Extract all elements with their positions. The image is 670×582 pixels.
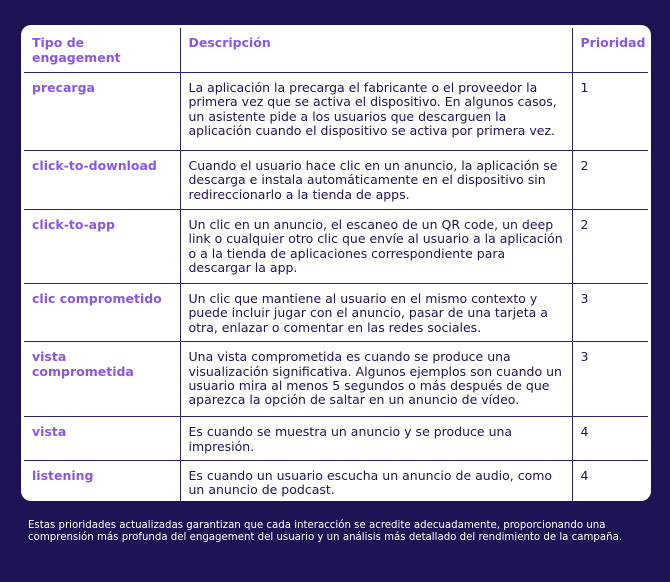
engagement-description: Es cuando se muestra un anuncio y se produce una impresión.	[180, 417, 572, 461]
engagement-description: Un clic en un anuncio, el escaneo de un QR code, un deep link o cualquier otro clic que envíe al usuario a la aplicación o a la tienda de aplicaciones correspondiente para descargar la app.	[180, 210, 572, 284]
engagement-description: La aplicación la precarga el fabricante o el proveedor la primera vez que se activa el dispositivo. En algunos casos, un asistente pide a los usuarios que descarguen la aplicación cuando el dispositivo se activa por primera vez.	[180, 73, 572, 151]
table-row	[24, 210, 648, 284]
engagement-type: listening	[24, 461, 180, 504]
engagement-type: click-to-app	[24, 210, 180, 284]
engagement-priority: 2	[572, 151, 648, 210]
table-header-row	[24, 28, 648, 73]
engagement-priority: 1	[572, 73, 648, 151]
engagement-priority: 4	[572, 461, 648, 504]
table-row	[24, 342, 648, 417]
table-row	[24, 417, 648, 461]
engagement-type: precarga	[24, 73, 180, 151]
engagement-table	[24, 28, 648, 504]
engagement-description: Un clic que mantiene al usuario en el mismo contexto y puede incluir jugar con el anuncio, pasar de una tarjeta a otra, enlazar o comentar en las redes sociales.	[180, 284, 572, 342]
engagement-description: Es cuando un usuario escucha un anuncio de audio, como un anuncio de podcast.	[180, 461, 572, 504]
engagement-table-card	[21, 25, 651, 501]
table-row	[24, 461, 648, 504]
engagement-type: vista comprometida	[24, 342, 180, 417]
engagement-description: Cuando el usuario hace clic en un anuncio, la aplicación se descarga e instala automáticamente en el dispositivo sin redireccionarlo a la tienda de apps.	[180, 151, 572, 210]
table-row	[24, 284, 648, 342]
engagement-priority: 3	[572, 342, 648, 417]
table-row	[24, 151, 648, 210]
table-row	[24, 73, 648, 151]
engagement-priority: 3	[572, 284, 648, 342]
header-description: Descripción	[180, 28, 572, 73]
engagement-type: click-to-download	[24, 151, 180, 210]
engagement-description: Una vista comprometida es cuando se produce una visualización significativa. Algunos ejemplos son cuando un usuario mira al menos 5 segundos o más después de que aparezca la opción de saltar en un anuncio de vídeo.	[180, 342, 572, 417]
engagement-type: vista	[24, 417, 180, 461]
engagement-priority: 2	[572, 210, 648, 284]
engagement-type: clic comprometido	[24, 284, 180, 342]
engagement-priority: 4	[572, 417, 648, 461]
footnote: Estas prioridades actualizadas garantizan que cada interacción se acredite adecuadamente, proporcionando una comprensión más profunda del engagement del usuario y un análisis más detallado del rendimiento de la campaña.	[28, 520, 623, 544]
header-priority: Prioridad	[572, 28, 648, 73]
header-type: Tipo de engagement	[24, 28, 180, 73]
